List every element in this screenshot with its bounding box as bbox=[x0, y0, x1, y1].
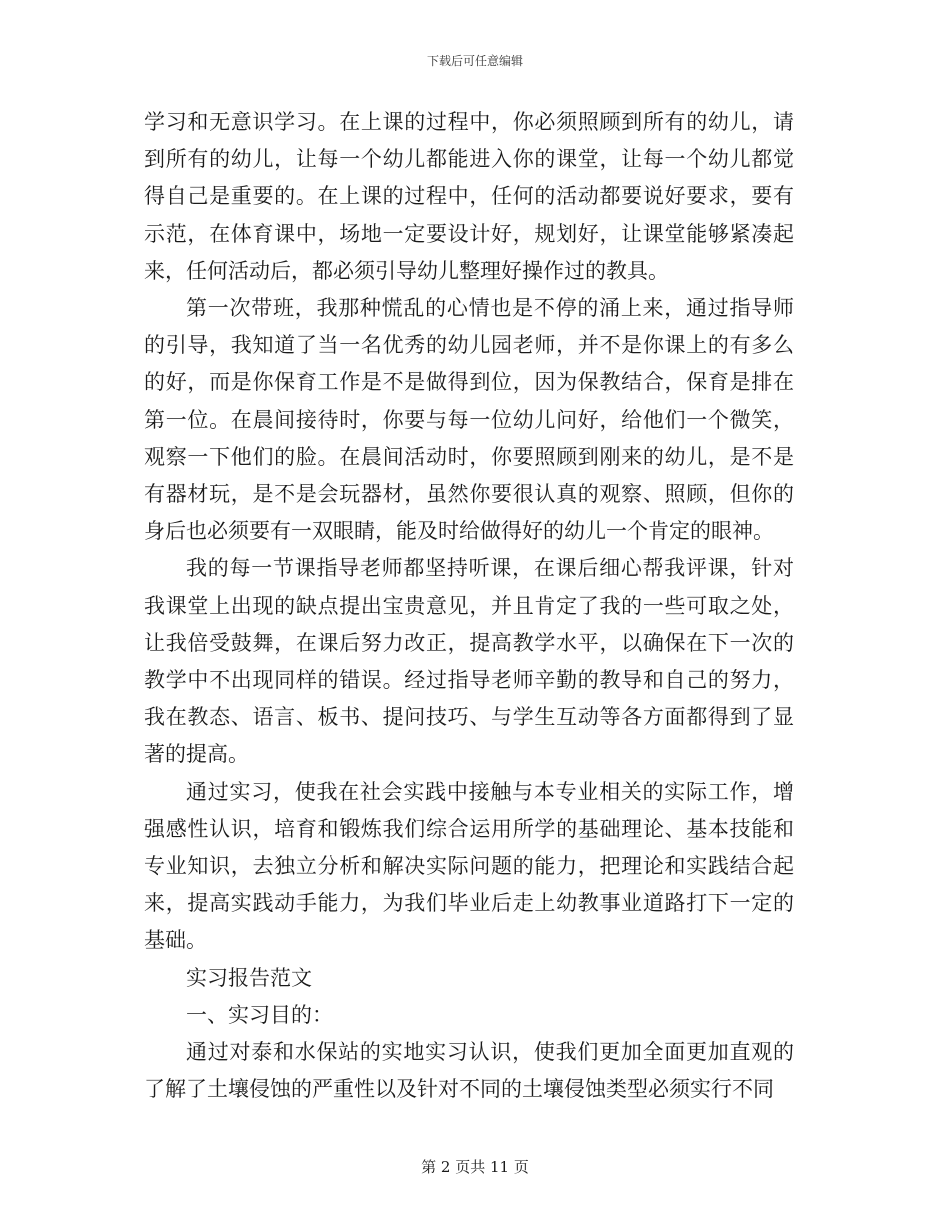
section-heading-1: 一、实习目的： bbox=[186, 1002, 333, 1027]
paragraph-2: 第一次带班，我那种慌乱的心情也是不停的涌上来，通过指导师的引导，我知道了当一名优秀的幼儿园老师，并不是你课上的有多么的好，而是你保育工作是不是做得到位，因为保教结合，保育是排在第一位。在晨间接待时，你要与每一位幼儿问好，给他们一个微笑，观察一下他们的脸。在晨间活动时，你要照顾到刚来的幼儿，是不是有器材玩，是不是会玩器材，虽然你要很认真的观察、照顾，但你的身后也必须要有一双眼睛，能及时给做得好的幼儿一个肯定的眼神。 bbox=[144, 296, 794, 544]
page-number: 第 2 页共 11 页 bbox=[421, 1158, 529, 1176]
document-body bbox=[144, 104, 794, 1108]
paragraph-1: 学习和无意识学习。在上课的过程中，你必须照顾到所有的幼儿，请到所有的幼儿，让每一个幼儿都能进入你的课堂，让每一个幼儿都觉得自己是重要的。在上课的过程中，任何的活动都要说好要求，要有示范，在体育课中，场地一定要设计好，规划好，让课堂能够紧凑起来，任何活动后，都必须引导幼儿整理好操作过的教具。 bbox=[144, 110, 794, 283]
paragraph-3: 我的每一节课指导老师都坚持听课，在课后细心帮我评课，针对我课堂上出现的缺点提出宝贵意见，并且肯定了我的一些可取之处，让我倍受鼓舞，在课后努力改正，提高教学水平，以确保在下一次的教学中不出现同样的错误。经过指导老师辛勤的教导和自己的努力，我在教态、语言、板书、提问技巧、与学生互动等各方面都得到了显著的提高。 bbox=[144, 556, 794, 767]
paragraph-5: 通过对泰和水保站的实地实习认识，使我们更加全面更加直观的了解了土壤侵蚀的严重性以及针对不同的土壤侵蚀类型必须实行不同 bbox=[144, 1040, 794, 1102]
paragraph-4: 通过实习，使我在社会实践中接触与本专业相关的实际工作，增强感性认识，培育和锻炼我们综合运用所学的基础理论、基本技能和专业知识，去独立分析和解决实际问题的能力，把理论和实践结合起来，提高实践动手能力，为我们毕业后走上幼教事业道路打下一定的基础。 bbox=[144, 779, 794, 953]
page-header-note: 下载后可任意编辑 bbox=[426, 54, 523, 68]
section-title: 实习报告范文 bbox=[186, 965, 312, 990]
